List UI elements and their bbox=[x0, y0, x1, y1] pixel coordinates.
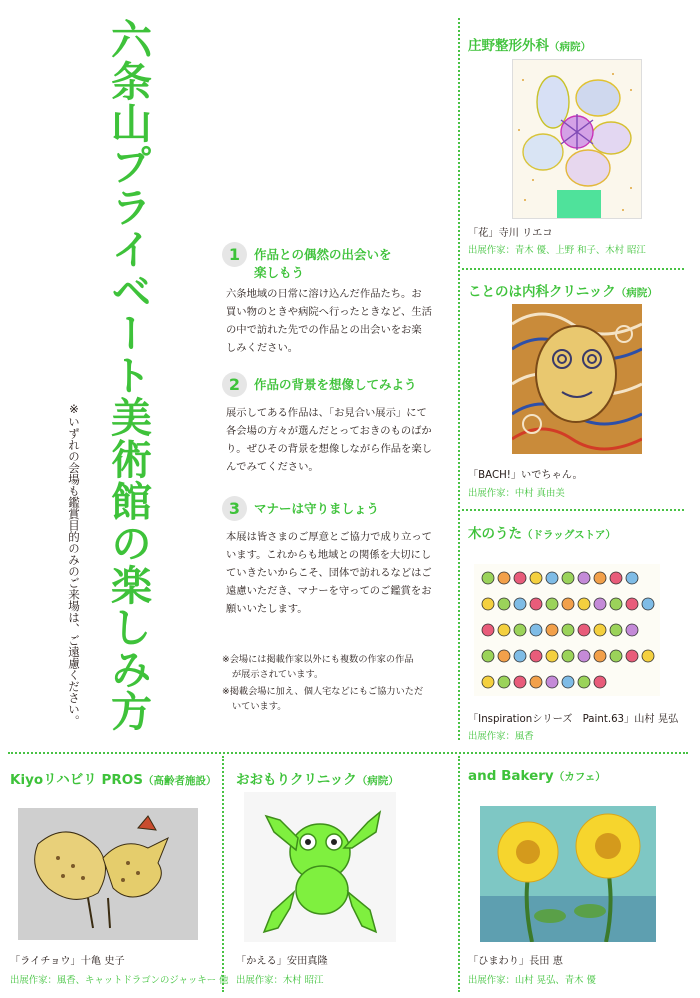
tip-body-line: 本展は皆さまのご厚意とご協力で成り立って bbox=[226, 531, 432, 543]
divider bbox=[462, 268, 684, 270]
tip-body-line: り。ぜひその背景を想像しながら作品を楽し bbox=[226, 443, 432, 455]
venue-title bbox=[468, 522, 616, 542]
divider bbox=[458, 18, 460, 740]
tip-heading-line: 作品との偶然の出会いを bbox=[254, 247, 392, 262]
visit-note: ※いずれの会場も鑑賞目的のみのご来場は、ご遠慮ください。 bbox=[67, 402, 81, 727]
tip-body bbox=[226, 528, 448, 618]
tip-body-line: んでみてください。 bbox=[226, 461, 319, 473]
tip-body-line: 各会場の方々が選んだとっておきのものばか bbox=[226, 425, 432, 437]
footnote-line: ※会場には掲載作家以外にも複数の作家の作品 bbox=[222, 654, 414, 665]
venue-card bbox=[468, 522, 690, 744]
venue-type: （ドラッグストア） bbox=[522, 529, 616, 541]
divider bbox=[458, 756, 460, 992]
tip-body-line: 願いいたします。 bbox=[226, 603, 308, 615]
venue-artists: 出展作家：木村 昭江 bbox=[236, 975, 324, 986]
tip-heading bbox=[254, 500, 450, 518]
venue-artists: 出展作家：中村 真由美 bbox=[468, 488, 565, 499]
artwork-image bbox=[474, 564, 660, 696]
venue-name: and Bakery bbox=[468, 768, 554, 784]
artwork-image bbox=[18, 808, 198, 940]
venue-type: （カフェ） bbox=[553, 771, 606, 783]
artwork-caption: 「ライチョウ」十亀 史子 bbox=[10, 956, 125, 967]
footnote bbox=[222, 684, 452, 714]
tip-number: 1 bbox=[222, 242, 247, 267]
tip-number: 2 bbox=[222, 372, 247, 397]
tip-body-line: ていきたいからこそ、団体で訪れるなどはご bbox=[226, 567, 432, 579]
venue-name: 木のうた bbox=[468, 526, 522, 542]
venue-type: （病院） bbox=[356, 775, 399, 787]
venue-artists: 出展作家：風香 bbox=[468, 731, 534, 742]
tip-heading-line: マナーは守りましょう bbox=[254, 501, 380, 516]
venue-artists: 出展作家：風香、キャットドラゴンのジャッキー 他 bbox=[10, 975, 229, 986]
venue-title bbox=[468, 34, 591, 54]
venue-title bbox=[236, 768, 399, 788]
venue-card bbox=[468, 280, 686, 502]
tip-heading bbox=[254, 246, 450, 282]
tip-heading-line: 楽しもう bbox=[254, 265, 305, 280]
artwork-image bbox=[512, 304, 642, 454]
artwork-caption: 「ひまわり」長田 恵 bbox=[468, 956, 563, 967]
tip-body-line: しみください。 bbox=[226, 342, 299, 354]
venue-name: Kiyoリハビリ PROS bbox=[10, 772, 143, 788]
tip-body-line: います。これからも地域との関係を大切にし bbox=[226, 549, 432, 561]
tip-body-line: 遠慮いただき、マナーを守ってのご鑑賞をお bbox=[226, 585, 432, 597]
artwork-image bbox=[480, 806, 656, 942]
tip-body bbox=[226, 404, 448, 476]
tip-body-line: 六条地域の日常に溶け込んだ作品たち。お bbox=[226, 288, 422, 300]
artwork-image bbox=[512, 59, 642, 219]
tip-body-line: 展示してある作品は、「お見合い展示」にて bbox=[226, 407, 427, 419]
footnote-line: ※掲載会場に加え、個人宅などにもご協力いただ bbox=[222, 686, 424, 697]
artwork-caption: 「かえる」安田真隆 bbox=[236, 956, 328, 967]
venue-card bbox=[468, 768, 690, 990]
page-title: 六条山プライベート美術館の楽しみ方 bbox=[104, 18, 152, 732]
venue-title bbox=[10, 768, 216, 788]
divider bbox=[8, 752, 688, 754]
footnote bbox=[222, 652, 452, 682]
venue-name: 庄野整形外科 bbox=[468, 38, 549, 54]
venue-artists: 出展作家：青木 優、上野 和子、木村 昭江 bbox=[468, 245, 646, 256]
artwork-caption: 「花」寺川 リエコ bbox=[468, 228, 553, 239]
tip-number: 3 bbox=[222, 496, 247, 521]
venue-name: おおもりクリニック bbox=[236, 772, 357, 788]
venue-type: （高齢者施設） bbox=[142, 775, 217, 787]
venue-type: （病院） bbox=[615, 287, 658, 299]
divider bbox=[462, 509, 684, 511]
tip-body-line: の中で訪れた先での作品との出会いをお楽 bbox=[226, 324, 422, 336]
venue-artists: 出展作家：山村 晃弘、青木 優 bbox=[468, 975, 596, 986]
footnote-line: いています。 bbox=[232, 701, 287, 712]
footnote-line: が展示されています。 bbox=[232, 669, 324, 680]
footnotes bbox=[222, 652, 452, 716]
venue-type: （病院） bbox=[549, 41, 591, 53]
tip-body-line: 買い物のときや病院へ行ったときなど、生活 bbox=[226, 306, 432, 318]
tip-heading-line: 作品の背景を想像してみよう bbox=[254, 377, 417, 392]
tip-body bbox=[226, 285, 448, 357]
artwork-caption: 「BACH!」いでちゃん。 bbox=[468, 470, 583, 481]
divider bbox=[222, 756, 224, 992]
venue-title bbox=[468, 280, 658, 300]
venue-card bbox=[468, 34, 686, 264]
venue-title bbox=[468, 768, 606, 784]
venue-card bbox=[236, 768, 452, 990]
artwork-image bbox=[244, 792, 396, 942]
artwork-caption: 「Inspirationシリーズ Paint.63」山村 晃弘 bbox=[468, 714, 679, 725]
venue-card bbox=[10, 768, 229, 990]
tip-heading bbox=[254, 376, 450, 394]
venue-name: ことのは内科クリニック bbox=[468, 284, 616, 300]
